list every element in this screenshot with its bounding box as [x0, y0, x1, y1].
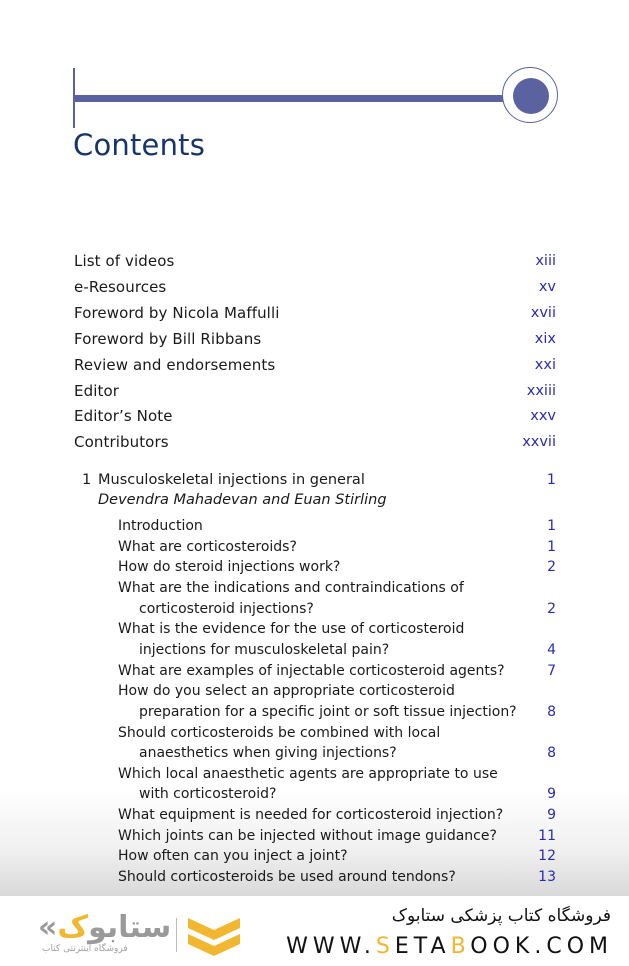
section-entry[interactable] — [0, 557, 629, 577]
section-entry[interactable] — [0, 619, 629, 639]
entry-title: Review and endorsements — [74, 355, 276, 374]
logo-wordmark: «ستابوک — [38, 910, 172, 945]
section-entry[interactable] — [0, 805, 629, 825]
entry-page-number: xiii — [535, 253, 556, 269]
section-entry[interactable] — [0, 846, 629, 866]
section-page-number: 2 — [547, 559, 556, 576]
section-page-number: 9 — [547, 807, 556, 824]
section-entry-continued[interactable] — [0, 640, 629, 660]
header-circle-dot-icon — [513, 78, 549, 114]
section-title: Which joints can be injected without image guidance? — [118, 827, 497, 844]
entry-page-number: xv — [538, 278, 556, 295]
section-title: What are corticosteroids? — [118, 538, 297, 555]
section-page-number: 13 — [538, 869, 556, 886]
section-page-number: 7 — [547, 662, 556, 679]
section-entry[interactable] — [0, 826, 629, 846]
section-page-number: 9 — [547, 786, 556, 803]
section-page-number: 12 — [538, 848, 556, 865]
entry-title: Editor’s Note — [74, 407, 173, 426]
section-title: Should corticosteroids be combined with local — [118, 724, 441, 741]
header-horizontal-bar — [74, 95, 506, 102]
section-page-number: 8 — [547, 745, 556, 762]
entry-page-number: xxv — [530, 408, 556, 425]
section-page-number: 4 — [547, 641, 556, 658]
entry-title: Editor — [74, 381, 119, 400]
section-title: Introduction — [118, 518, 203, 534]
section-entry[interactable] — [0, 681, 629, 701]
toc-entry[interactable] — [0, 251, 629, 271]
section-title: corticosteroid injections? — [139, 600, 314, 617]
entry-page-number: xxi — [534, 356, 556, 373]
section-entry-continued[interactable] — [0, 599, 629, 619]
section-title: injections for musculoskeletal pain? — [139, 641, 390, 658]
section-title: What is the evidence for the use of corticosteroid — [118, 621, 465, 638]
entry-title: Contributors — [74, 433, 169, 452]
entry-title: List of videos — [74, 252, 175, 270]
chapter-heading[interactable] — [0, 470, 629, 490]
section-title: Should corticosteroids be used around tendons? — [118, 869, 456, 886]
section-title: How do you select an appropriate corticosteroid — [118, 683, 455, 700]
section-page-number: 11 — [538, 827, 556, 844]
chevron-logo-icon — [186, 914, 242, 956]
section-page-number: 1 — [547, 518, 556, 534]
entry-title: Foreword by Bill Ribbans — [74, 329, 262, 348]
store-name: فروشگاه کتاب پزشکی ستابوک — [391, 906, 611, 926]
entry-page-number: xvii — [530, 304, 556, 321]
setabook-logo[interactable] — [28, 910, 243, 958]
section-page-number: 1 — [547, 538, 556, 555]
store-url[interactable]: WWW.SETABOOK.COM — [286, 934, 613, 959]
section-entry-continued[interactable] — [0, 743, 629, 763]
section-entry[interactable] — [0, 764, 629, 784]
section-entry[interactable] — [0, 537, 629, 557]
section-page-number: 2 — [547, 600, 556, 617]
toc-entry[interactable] — [0, 355, 629, 375]
toc-entry[interactable] — [0, 432, 629, 452]
authors-text: Devendra Mahadevan and Euan Stirling — [98, 492, 387, 508]
section-entry-continued[interactable] — [0, 784, 629, 804]
store-banner — [0, 896, 629, 966]
entry-title: e-Resources — [74, 277, 167, 296]
chapter-page-number: 1 — [546, 472, 556, 488]
section-entry[interactable] — [0, 578, 629, 598]
section-entry[interactable] — [0, 661, 629, 681]
entry-title: Foreword by Nicola Maffulli — [74, 303, 280, 322]
section-entry[interactable] — [0, 867, 629, 887]
page-title: Contents — [73, 128, 206, 162]
toc-entry[interactable] — [0, 381, 629, 401]
section-title: What are examples of injectable corticosteroid agents? — [118, 662, 505, 679]
chapter-number: 1 — [82, 472, 92, 488]
section-entry[interactable] — [0, 723, 629, 743]
chapter-title: Musculoskeletal injections in general — [98, 472, 365, 488]
logo-subtitle: فروشگاه اینترنتی کتاب — [42, 944, 128, 954]
toc-entry[interactable] — [0, 303, 629, 323]
section-title: What are the indications and contraindications of — [118, 579, 464, 596]
section-title: Which local anaesthetic agents are appropriate to use — [118, 765, 498, 782]
entry-page-number: xxiii — [526, 382, 556, 399]
section-entry-continued[interactable] — [0, 702, 629, 722]
logo-divider — [176, 918, 177, 952]
chapter-authors — [0, 490, 629, 510]
toc-entry[interactable] — [0, 406, 629, 426]
toc-entry[interactable] — [0, 277, 629, 297]
section-title: How do steroid injections work? — [118, 559, 341, 576]
section-title: How often can you inject a joint? — [118, 848, 348, 865]
entry-page-number: xix — [534, 330, 556, 347]
section-page-number: 8 — [547, 703, 556, 720]
section-title: anaesthetics when giving injections? — [139, 745, 397, 762]
section-title: What equipment is needed for corticosteroid injection? — [118, 807, 504, 824]
toc-entry[interactable] — [0, 329, 629, 349]
section-title: preparation for a specific joint or soft tissue injection? — [139, 703, 517, 720]
section-title: with corticosteroid? — [139, 786, 277, 803]
section-entry[interactable] — [0, 516, 629, 536]
entry-page-number: xxvii — [522, 434, 556, 451]
